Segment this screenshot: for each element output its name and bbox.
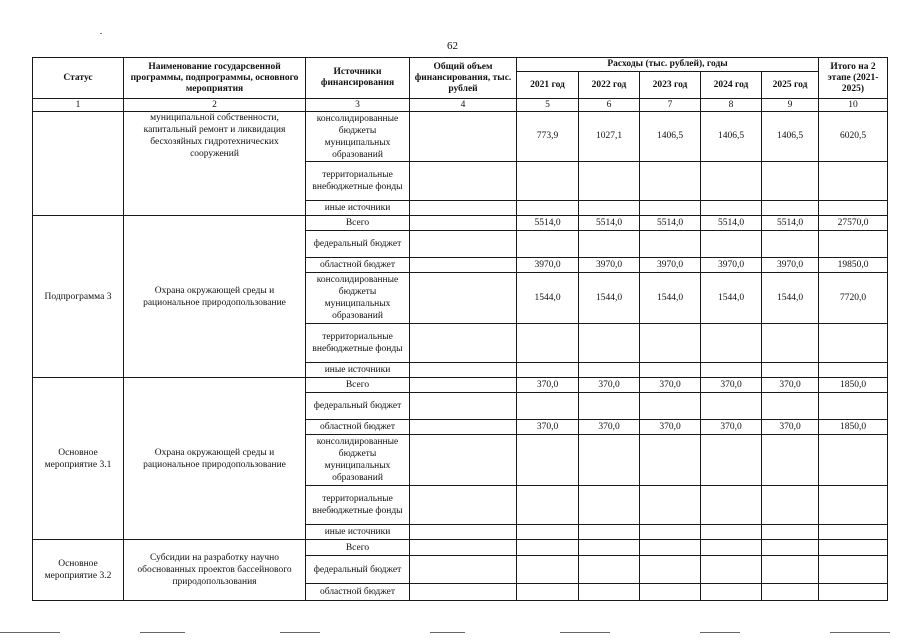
year-value-cell: 370,0	[579, 378, 640, 393]
itogo-value-cell: 27570,0	[819, 216, 888, 231]
year-value-cell	[517, 435, 579, 486]
year-value-cell	[579, 393, 640, 420]
year-value-cell	[701, 435, 762, 486]
year-value-cell: 5514,0	[517, 216, 579, 231]
header-name: Наименование государсвенной программы, подпрограммы, основного мероприятия	[124, 58, 306, 99]
year-value-cell	[762, 162, 819, 201]
year-value-cell	[640, 162, 701, 201]
year-value-cell: 3970,0	[640, 258, 701, 273]
year-value-cell	[517, 393, 579, 420]
year-value-cell	[762, 363, 819, 378]
year-value-cell	[762, 486, 819, 525]
year-value-cell	[579, 162, 640, 201]
year-value-cell: 3970,0	[701, 258, 762, 273]
table-row	[33, 378, 888, 393]
table-row	[33, 216, 888, 231]
year-value-cell	[517, 231, 579, 258]
year-value-cell	[640, 393, 701, 420]
year-value-cell: 1027,1	[579, 112, 640, 162]
header-year: 2022 год	[579, 72, 640, 99]
year-value-cell: 370,0	[517, 378, 579, 393]
itogo-value-cell	[819, 324, 888, 363]
itogo-value-cell	[819, 231, 888, 258]
program-name-cell: муниципальной собственности, капитальный ремонт и ликвидация бесхозяйных гидротехнических сооружений	[124, 112, 306, 216]
status-cell: Основное мероприятие 3.2	[33, 540, 124, 601]
year-value-cell	[579, 525, 640, 540]
year-value-cell	[701, 162, 762, 201]
year-value-cell	[579, 201, 640, 216]
total-volume-cell	[410, 435, 517, 486]
total-volume-cell	[410, 556, 517, 584]
total-volume-cell	[410, 258, 517, 273]
header-status: Статус	[33, 58, 124, 99]
funding-source-cell: областной бюджет	[306, 258, 410, 273]
funding-source-cell: территориальные внебюджетные фонды	[306, 162, 410, 201]
funding-source-cell: иные источники	[306, 363, 410, 378]
itogo-value-cell	[819, 556, 888, 584]
total-volume-cell	[410, 162, 517, 201]
year-value-cell: 370,0	[517, 420, 579, 435]
year-value-cell	[640, 201, 701, 216]
year-value-cell	[517, 363, 579, 378]
itogo-value-cell	[819, 584, 888, 601]
year-value-cell: 370,0	[701, 378, 762, 393]
funding-source-cell: областной бюджет	[306, 584, 410, 601]
header-year: 2024 год	[701, 72, 762, 99]
funding-source-cell: Всего	[306, 540, 410, 556]
year-value-cell: 1544,0	[701, 273, 762, 324]
header-sources: Источники финансирования	[306, 58, 410, 99]
funding-source-cell: территориальные внебюджетные фонды	[306, 324, 410, 363]
header-row-1	[33, 58, 888, 72]
funding-source-cell: консолидированные бюджеты муниципальных образований	[306, 273, 410, 324]
program-name-cell: Субсидии на разработку научно обоснованных проектов бассейнового природопользования	[124, 540, 306, 601]
scan-speck	[100, 33, 102, 34]
itogo-value-cell: 19850,0	[819, 258, 888, 273]
year-value-cell	[762, 231, 819, 258]
header-itogo: Итого на 2 этапе (2021-2025)	[819, 58, 888, 99]
year-value-cell: 1544,0	[640, 273, 701, 324]
year-value-cell: 3970,0	[579, 258, 640, 273]
year-value-cell	[640, 324, 701, 363]
column-number: 2	[124, 99, 306, 112]
column-number: 10	[819, 99, 888, 112]
header-expenses: Расходы (тыс. рублей), годы	[517, 58, 819, 72]
total-volume-cell	[410, 324, 517, 363]
year-value-cell	[579, 363, 640, 378]
year-value-cell	[579, 540, 640, 556]
year-value-cell	[640, 435, 701, 486]
header-year: 2023 год	[640, 72, 701, 99]
year-value-cell	[701, 324, 762, 363]
table-row	[33, 112, 888, 162]
total-volume-cell	[410, 540, 517, 556]
year-value-cell: 1544,0	[517, 273, 579, 324]
year-value-cell	[517, 201, 579, 216]
column-number: 5	[517, 99, 579, 112]
year-value-cell: 3970,0	[517, 258, 579, 273]
table-body	[33, 112, 888, 601]
header-year: 2025 год	[762, 72, 819, 99]
year-value-cell: 370,0	[762, 378, 819, 393]
column-number-row	[33, 99, 888, 112]
year-value-cell: 1544,0	[579, 273, 640, 324]
year-value-cell: 5514,0	[579, 216, 640, 231]
status-cell: Основное мероприятие 3.1	[33, 378, 124, 540]
year-value-cell	[701, 363, 762, 378]
total-volume-cell	[410, 216, 517, 231]
itogo-value-cell: 7720,0	[819, 273, 888, 324]
year-value-cell	[517, 525, 579, 540]
year-value-cell	[701, 556, 762, 584]
funding-source-cell: иные источники	[306, 525, 410, 540]
funding-source-cell: территориальные внебюджетные фонды	[306, 486, 410, 525]
year-value-cell	[640, 231, 701, 258]
year-value-cell	[640, 556, 701, 584]
column-number: 7	[640, 99, 701, 112]
funding-source-cell: федеральный бюджет	[306, 556, 410, 584]
program-name-cell: Охрана окружающей среды и рациональное природопользование	[124, 378, 306, 540]
funding-source-cell: федеральный бюджет	[306, 393, 410, 420]
itogo-value-cell: 1850,0	[819, 378, 888, 393]
year-value-cell	[762, 324, 819, 363]
year-value-cell: 370,0	[640, 420, 701, 435]
total-volume-cell	[410, 231, 517, 258]
year-value-cell	[579, 584, 640, 601]
year-value-cell: 1544,0	[762, 273, 819, 324]
header-total-volume: Общий объем финансирования, тыс. рублей	[410, 58, 517, 99]
year-value-cell	[640, 540, 701, 556]
funding-source-cell: Всего	[306, 378, 410, 393]
year-value-cell	[762, 525, 819, 540]
status-cell: Подпрограмма 3	[33, 216, 124, 378]
year-value-cell: 370,0	[579, 420, 640, 435]
funding-source-cell: областной бюджет	[306, 420, 410, 435]
itogo-value-cell	[819, 363, 888, 378]
year-value-cell	[762, 540, 819, 556]
year-value-cell	[762, 435, 819, 486]
year-value-cell: 370,0	[762, 420, 819, 435]
status-cell	[33, 112, 124, 216]
year-value-cell	[517, 584, 579, 601]
year-value-cell: 3970,0	[762, 258, 819, 273]
year-value-cell	[701, 393, 762, 420]
total-volume-cell	[410, 363, 517, 378]
itogo-value-cell	[819, 201, 888, 216]
funding-source-cell: иные источники	[306, 201, 410, 216]
total-volume-cell	[410, 112, 517, 162]
program-name-cell: Охрана окружающей среды и рациональное природопользование	[124, 216, 306, 378]
year-value-cell	[640, 486, 701, 525]
column-number: 4	[410, 99, 517, 112]
year-value-cell	[517, 540, 579, 556]
year-value-cell	[579, 231, 640, 258]
funding-source-cell: Всего	[306, 216, 410, 231]
year-value-cell: 5514,0	[762, 216, 819, 231]
financing-table	[32, 57, 888, 601]
itogo-value-cell: 1850,0	[819, 420, 888, 435]
total-volume-cell	[410, 378, 517, 393]
column-number: 3	[306, 99, 410, 112]
year-value-cell	[517, 556, 579, 584]
itogo-value-cell: 6020,5	[819, 112, 888, 162]
year-value-cell: 1406,5	[701, 112, 762, 162]
column-number: 9	[762, 99, 819, 112]
itogo-value-cell	[819, 393, 888, 420]
year-value-cell	[762, 556, 819, 584]
financing-table-wrapper	[32, 57, 887, 601]
year-value-cell: 1406,5	[762, 112, 819, 162]
funding-source-cell: консолидированные бюджеты муниципальных образований	[306, 435, 410, 486]
itogo-value-cell	[819, 486, 888, 525]
year-value-cell	[701, 231, 762, 258]
year-value-cell	[517, 324, 579, 363]
funding-source-cell: федеральный бюджет	[306, 231, 410, 258]
total-volume-cell	[410, 584, 517, 601]
total-volume-cell	[410, 393, 517, 420]
year-value-cell	[762, 393, 819, 420]
year-value-cell	[701, 201, 762, 216]
column-number: 8	[701, 99, 762, 112]
year-value-cell	[517, 486, 579, 525]
year-value-cell	[701, 584, 762, 601]
year-value-cell	[701, 540, 762, 556]
page-number: 62	[447, 40, 458, 52]
year-value-cell: 5514,0	[640, 216, 701, 231]
year-value-cell	[579, 324, 640, 363]
year-value-cell: 370,0	[701, 420, 762, 435]
year-value-cell: 1406,5	[640, 112, 701, 162]
funding-source-cell: консолидированные бюджеты муниципальных образований	[306, 112, 410, 162]
total-volume-cell	[410, 273, 517, 324]
year-value-cell	[640, 584, 701, 601]
year-value-cell	[701, 486, 762, 525]
year-value-cell	[579, 435, 640, 486]
itogo-value-cell	[819, 525, 888, 540]
year-value-cell	[762, 584, 819, 601]
table-row	[33, 540, 888, 556]
header-year: 2021 год	[517, 72, 579, 99]
itogo-value-cell	[819, 162, 888, 201]
year-value-cell	[579, 486, 640, 525]
year-value-cell: 5514,0	[701, 216, 762, 231]
year-value-cell: 370,0	[640, 378, 701, 393]
year-value-cell	[640, 525, 701, 540]
page-bottom-edge	[0, 632, 905, 633]
itogo-value-cell	[819, 540, 888, 556]
total-volume-cell	[410, 420, 517, 435]
total-volume-cell	[410, 525, 517, 540]
total-volume-cell	[410, 201, 517, 216]
itogo-value-cell	[819, 435, 888, 486]
year-value-cell	[517, 162, 579, 201]
total-volume-cell	[410, 486, 517, 525]
column-number: 1	[33, 99, 124, 112]
year-value-cell: 773,9	[517, 112, 579, 162]
year-value-cell	[640, 363, 701, 378]
year-value-cell	[579, 556, 640, 584]
year-value-cell	[762, 201, 819, 216]
column-number: 6	[579, 99, 640, 112]
year-value-cell	[701, 525, 762, 540]
